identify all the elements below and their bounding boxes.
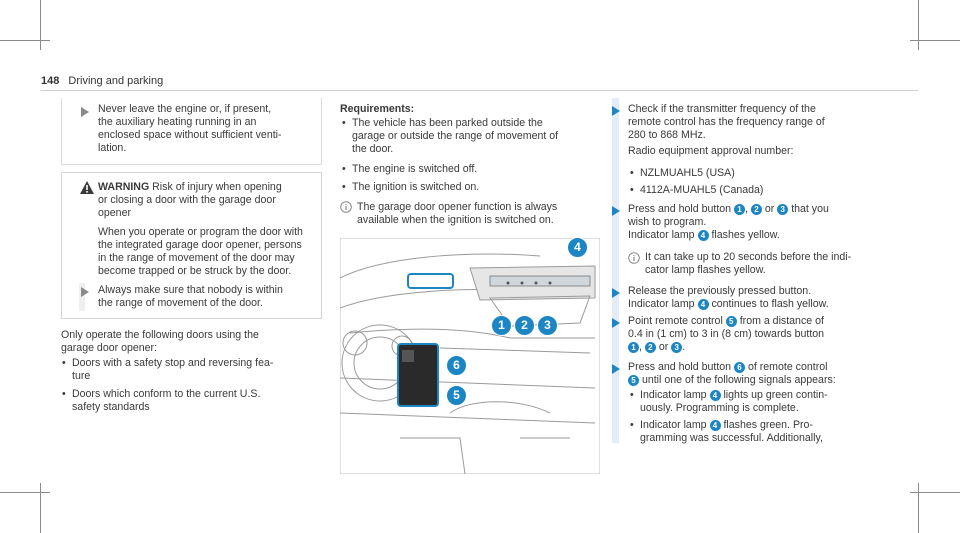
header-rule	[41, 90, 918, 91]
crop-mark	[0, 40, 50, 41]
note-text	[98, 103, 318, 155]
text-line: Indicator lamp	[628, 229, 695, 241]
step-arrow-icon	[612, 106, 620, 116]
page-number: 148	[41, 75, 60, 87]
list-item	[352, 181, 602, 194]
text-line: safety standards	[72, 401, 150, 413]
button-3-icon: 3	[777, 204, 788, 215]
callout-4-icon: 4	[567, 237, 588, 258]
list-item	[640, 184, 870, 197]
text-line: gramming was successful. Additionally,	[640, 432, 823, 444]
list-item	[72, 357, 322, 383]
text-line: uously. Programming is complete.	[640, 402, 799, 414]
text-line: • 4112A-MUAHL5 (Canada)	[640, 184, 764, 196]
step-5	[628, 361, 878, 387]
text-line: Only operate the following doors using the	[61, 329, 259, 341]
indicator-lamp-4-icon: 4	[710, 390, 721, 401]
text-line: remote control has the frequency range of	[628, 116, 825, 128]
text-line: • The engine is switched off.	[352, 163, 478, 175]
text-line: It can take up to 20 seconds before the indi-	[645, 251, 852, 263]
button-1-icon: 1	[628, 342, 639, 353]
section-title: Driving and parking	[68, 75, 164, 87]
crop-mark	[918, 0, 919, 50]
step-1	[628, 103, 878, 158]
crop-mark	[40, 483, 41, 533]
callout-2-icon: 2	[514, 315, 535, 336]
info-icon	[340, 200, 352, 218]
text-line: enclosed space without sufficient venti-	[98, 129, 282, 141]
text-line: cator lamp flashes yellow.	[645, 264, 766, 276]
note-arrow-icon	[81, 287, 89, 297]
instruction-bar	[612, 98, 619, 443]
list-item	[72, 388, 322, 414]
list-item	[640, 419, 880, 445]
callout-3-icon: 3	[537, 315, 558, 336]
text-line: until one of the following signals appears:	[641, 374, 836, 386]
text-line: become trapped or be struck by the door.	[98, 265, 292, 277]
text-line: opener	[98, 207, 131, 219]
requirements	[340, 103, 600, 116]
text-line: Indicator lamp	[640, 419, 707, 431]
button-2-icon: 2	[751, 204, 762, 215]
step-2: Press and hold button 1 , 2 or 3 that you wish to program. Indicator lamp 4 flashes yellow.	[628, 203, 878, 242]
text-line: Press and hold button	[628, 203, 732, 215]
text-line: continues to flash yellow.	[711, 298, 829, 310]
text-line: Risk of injury when opening	[152, 181, 282, 193]
list-item	[352, 117, 602, 156]
indicator-lamp-4-icon: 4	[710, 420, 721, 431]
text-line: Press and hold button	[628, 361, 732, 373]
garage-door-opener-illustration	[340, 238, 600, 474]
warning-icon	[80, 181, 94, 199]
callout-6-icon: 6	[446, 355, 467, 376]
page-header	[41, 75, 163, 87]
paragraph	[61, 329, 321, 355]
info-text	[645, 251, 880, 277]
text-line: flashes green. Pro-	[723, 419, 813, 431]
text-line: the door.	[352, 143, 394, 155]
requirements-title: Requirements:	[340, 103, 415, 115]
text-line: the auxiliary heating running in an	[98, 116, 257, 128]
crop-mark	[0, 492, 50, 493]
text-line: Point remote control	[628, 315, 723, 327]
text-line: in the range of movement of the door may	[98, 252, 295, 264]
text-line: the range of movement of the door.	[98, 297, 263, 309]
step-arrow-icon	[612, 364, 620, 374]
warning-label: WARNING	[98, 181, 150, 193]
warning-text	[98, 181, 318, 278]
info-text	[357, 201, 602, 227]
text-line: the integrated garage door opener, persons	[98, 239, 302, 251]
button-2-icon: 2	[645, 342, 656, 353]
text-line: • The ignition is switched on.	[352, 181, 480, 193]
callout-5-icon: 5	[446, 385, 467, 406]
info-icon	[628, 251, 640, 269]
button-1-icon: 1	[734, 204, 745, 215]
text-line: 0.4 in (1 cm) to 3 in (8 cm) towards button	[628, 328, 825, 340]
button-3-icon: 3	[671, 342, 682, 353]
list-item	[640, 389, 880, 415]
text-line: garage or outside the range of movement of	[352, 130, 559, 142]
step-4: Point remote control 5 from a distance of 0.4 in (1 cm) to 3 in (8 cm) towards button 1 , 2 or 3 .	[628, 315, 878, 354]
text-line: • NZLMUAHL5 (USA)	[640, 167, 735, 179]
text-line: lation.	[98, 142, 127, 154]
list-item	[640, 167, 870, 180]
text-line: • Doors with a safety stop and reversing fea-	[72, 357, 274, 369]
text-line: that you	[791, 203, 829, 215]
text-line: When you operate or program the door with	[98, 226, 303, 238]
crop-mark	[918, 483, 919, 533]
list-item	[352, 163, 602, 176]
text-line: Indicator lamp	[628, 298, 695, 310]
button-6-icon: 6	[734, 362, 745, 373]
text-line: 280 to 868 MHz.	[628, 129, 706, 141]
text-line: Never leave the engine or, if present,	[98, 103, 272, 115]
text-line: Always make sure that nobody is within	[98, 284, 283, 296]
note-arrow-icon	[81, 107, 89, 117]
indicator-lamp-4-icon: 4	[698, 230, 709, 241]
step-3	[628, 285, 878, 311]
crop-mark	[40, 0, 41, 50]
text-line: of remote control	[747, 361, 828, 373]
text-line: garage door opener:	[61, 342, 158, 354]
step-arrow-icon	[612, 288, 620, 298]
text-line: • The vehicle has been parked outside the	[352, 117, 543, 129]
text-line: from a distance of	[739, 315, 824, 327]
text-line: Radio equipment approval number:	[628, 145, 794, 157]
callout-1-icon: 1	[491, 315, 512, 336]
text-line: The garage door opener function is always	[357, 201, 558, 213]
remote-control-5-icon: 5	[726, 316, 737, 327]
text-line: available when the ignition is switched on.	[357, 214, 554, 226]
step-arrow-icon	[612, 318, 620, 328]
text-line: Check if the transmitter frequency of the	[628, 103, 816, 115]
text-line: flashes yellow.	[711, 229, 780, 241]
indicator-lamp-4-icon: 4	[698, 299, 709, 310]
step-arrow-icon	[612, 206, 620, 216]
text-line: or closing a door with the garage door	[98, 194, 276, 206]
text-line: wish to program.	[628, 216, 707, 228]
remote-control-5-icon: 5	[628, 375, 639, 386]
text-line: Release the previously pressed button.	[628, 285, 812, 297]
warning-note	[98, 284, 318, 310]
text-line: lights up green contin-	[723, 389, 828, 401]
text-line: • Doors which conform to the current U.S.	[72, 388, 261, 400]
text-line: ture	[72, 370, 91, 382]
text-line: Indicator lamp	[640, 389, 707, 401]
